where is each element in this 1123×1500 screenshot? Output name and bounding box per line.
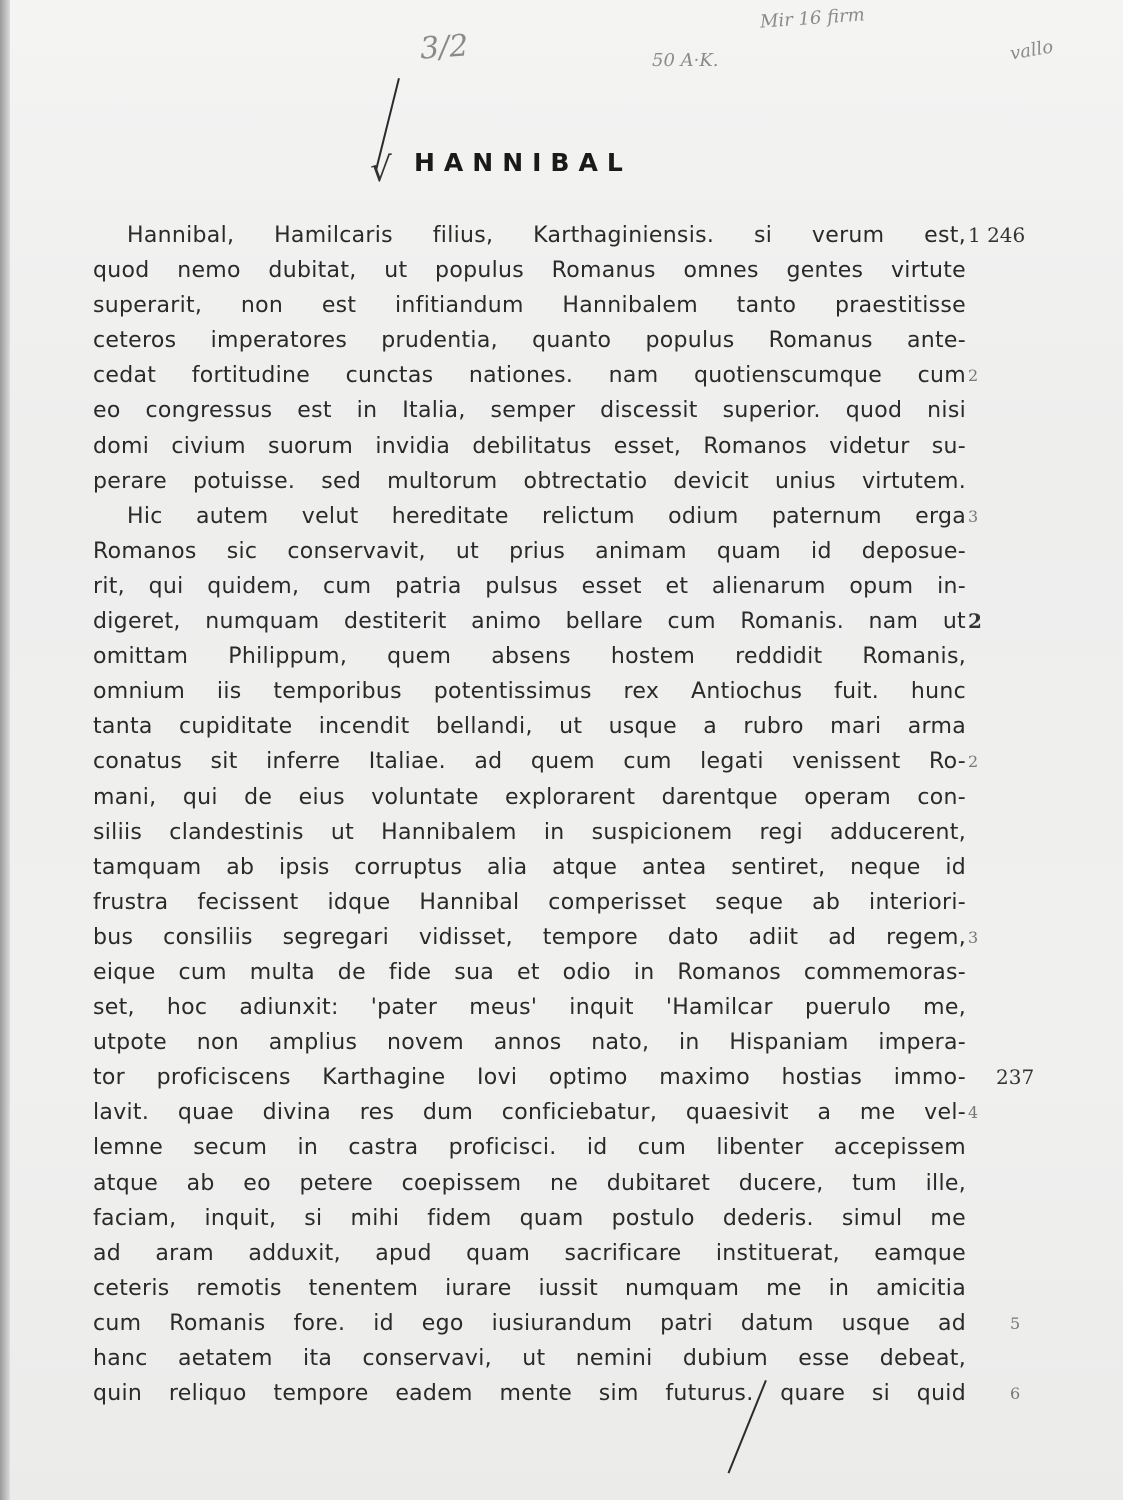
margin-number [968, 323, 1048, 358]
handnote-top-right: Mir 16 firm [759, 4, 866, 33]
margin-number [968, 1130, 1048, 1165]
text-line: utpote non amplius novem annos nato, in Hispaniam impera- [93, 1030, 966, 1056]
text-line: omnium iis temporibus potentissimus rex Antiochus fuit. hunc [93, 679, 966, 705]
margin-number [968, 850, 1048, 885]
page-title: HANNIBAL [414, 148, 632, 177]
body-text [93, 218, 966, 1411]
page-binding-edge [0, 0, 10, 1500]
text-line: Hic autem velut hereditate relictum odium paternum erga [127, 503, 966, 529]
text-line: ceteros imperatores prudentia, quanto populus Romanus ante- [93, 328, 966, 354]
margin-number [968, 429, 1048, 464]
margin-number [968, 1201, 1048, 1236]
margin-number [968, 1166, 1048, 1201]
text-line: rit, qui quidem, cum patria pulsus esset et alienarum opum in- [93, 573, 966, 599]
handnote-top-center: 50 A·K. [652, 50, 719, 71]
margin-number [968, 569, 1048, 604]
text-line: omittam Philippum, quem absens hostem reddidit Romanis, [93, 644, 966, 670]
margin-number: 6 [1010, 1384, 1021, 1404]
margin-number: 2 [968, 609, 982, 634]
text-line: lemne secum in castra proficisci. id cum libenter accepissem [93, 1135, 966, 1161]
text-line: ceteris remotis tenentem iurare iussit numquam me in amicitia [93, 1275, 966, 1301]
margin-number [968, 639, 1048, 674]
text-line: set, hoc adiunxit: 'pater meus' inquit 'Hamilcar puerulo me, [93, 995, 966, 1021]
margin-number: 3 [968, 506, 979, 526]
text-line: hanc aetatem ita conservavi, ut nemini dubium esse debeat, [93, 1346, 966, 1371]
margin-number [968, 253, 1048, 288]
margin-number [968, 464, 1048, 499]
margin-number: 1 246 [968, 223, 1026, 247]
text-line: perare potuisse. sed multorum obtrectatio devicit unius virtutem. [93, 468, 966, 494]
text-line: Romanos sic conservavit, ut prius animam quam id deposue- [93, 538, 966, 564]
text-line: mani, qui de eius voluntate explorarent darentque operam con- [93, 784, 966, 810]
text-line: conatus sit inferre Italiae. ad quem cum legati venissent Ro- [93, 749, 966, 775]
margin-number [968, 1025, 1048, 1060]
margin-number [968, 955, 1048, 990]
margin-number [968, 393, 1048, 428]
margin-number [968, 534, 1048, 569]
margin-number [968, 709, 1048, 744]
text-line: Hannibal, Hamilcaris filius, Karthaginiensis. si verum est, [127, 223, 966, 248]
text-line: ad aram adduxit, apud quam sacrificare instituerat, eamque [93, 1240, 966, 1266]
margin-number: 5 [1010, 1313, 1021, 1333]
margin-number [968, 288, 1048, 323]
handnote-far-right: vallo [1008, 36, 1055, 65]
handnote-top-left: 3/2 [418, 28, 470, 67]
margin-number: 4 [968, 1103, 979, 1123]
margin-number [968, 1341, 1048, 1376]
text-line: lavit. quae divina res dum conficiebatur, quaesivit a me vel- [93, 1100, 966, 1126]
margin-number: 2 [968, 366, 979, 386]
text-line: faciam, inquit, si mihi fidem quam postulo dederis. simul me [93, 1205, 966, 1231]
margin-number [968, 780, 1048, 815]
margin-number: 3 [968, 927, 979, 947]
margin-number: 2 [968, 752, 979, 772]
text-line: quod nemo dubitat, ut populus Romanus omnes gentes virtute [93, 258, 966, 284]
text-line: cum Romanis fore. id ego iusiurandum patri datum usque ad [93, 1310, 966, 1336]
margin-number [968, 990, 1048, 1025]
text-line: bus consiliis segregari vidisset, tempore dato adiit ad regem, [93, 924, 966, 950]
margin-numbers [968, 218, 1048, 1411]
text-line: superarit, non est infitiandum Hannibalem tanto praestitisse [93, 293, 966, 319]
margin-number: 237 [996, 1065, 1035, 1090]
text-line: cedat fortitudine cunctas nationes. nam quotienscumque cum [93, 363, 966, 389]
margin-number [968, 885, 1048, 920]
text-line: frustra fecissent idque Hannibal comperisset seque ab interiori- [93, 889, 966, 915]
margin-number [968, 1271, 1048, 1306]
checkmark-icon: √ [370, 150, 392, 190]
text-line: domi civium suorum invidia debilitatus esset, Romanos videtur su- [93, 433, 966, 459]
text-line: quin reliquo tempore eadem mente sim futurus. quare si quid [93, 1381, 966, 1407]
text-line: tanta cupiditate incendit bellandi, ut usque a rubro mari arma [93, 714, 966, 740]
text-line: eo congressus est in Italia, semper discessit superior. quod nisi [93, 398, 966, 424]
text-line: siliis clandestinis ut Hannibalem in suspicionem regi adducerent, [93, 819, 966, 845]
margin-number [968, 1236, 1048, 1271]
text-line: eique cum multa de fide sua et odio in Romanos commemoras- [93, 959, 966, 985]
text-line: digeret, numquam destiterit animo bellare cum Romanis. nam ut [93, 609, 966, 635]
margin-number [968, 815, 1048, 850]
text-line: tor proficiscens Karthagine Iovi optimo maximo hostias immo- [93, 1065, 966, 1091]
margin-number [968, 674, 1048, 709]
text-line: atque ab eo petere coepissem ne dubitaret ducere, tum ille, [93, 1170, 966, 1196]
text-line: tamquam ab ipsis corruptus alia atque antea sentiret, neque id [93, 854, 966, 880]
